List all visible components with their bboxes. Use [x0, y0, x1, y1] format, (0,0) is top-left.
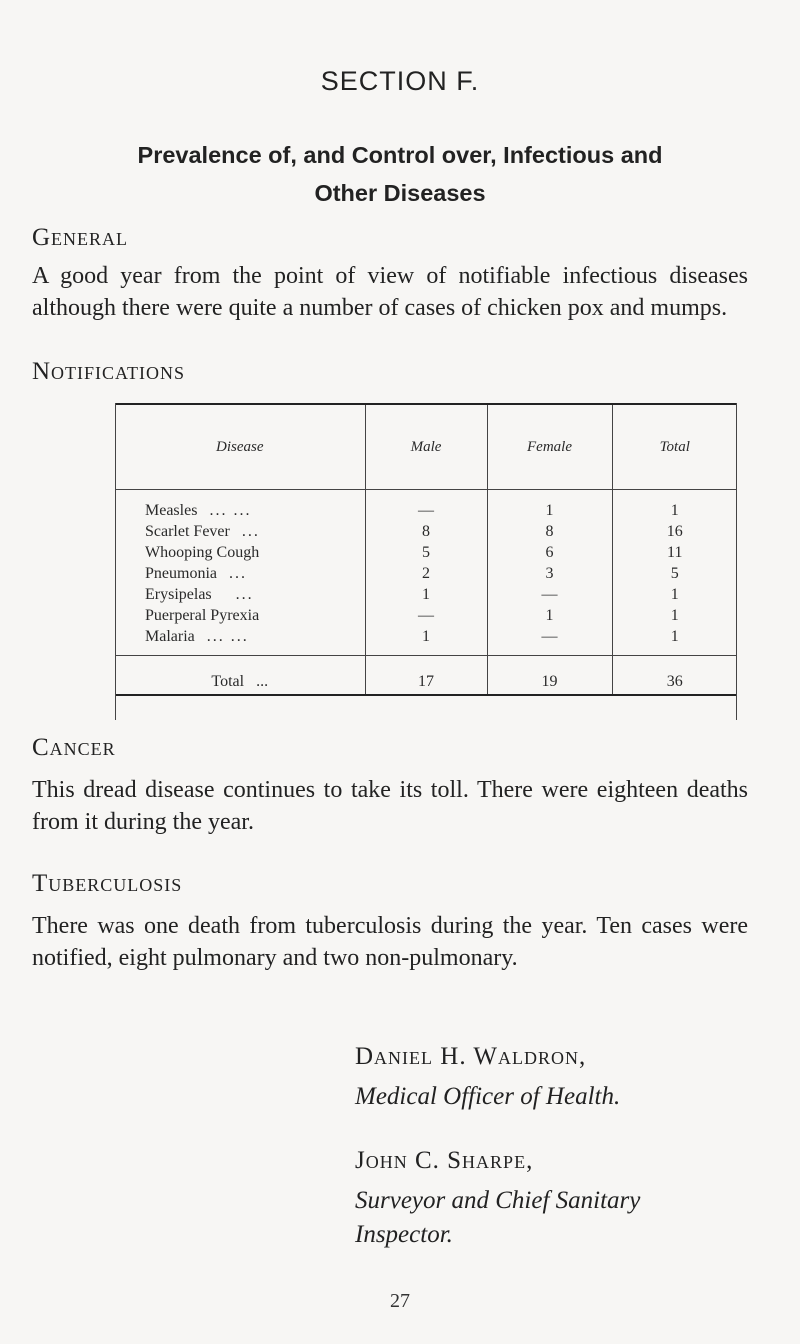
male-cell: 5 [365, 542, 487, 563]
cancer-heading: Cancer [32, 734, 116, 761]
disease-cell: Pneumonia ... [145, 565, 247, 582]
general-heading: General [32, 224, 129, 251]
table-total-row [115, 656, 737, 696]
male-cell: — [365, 605, 487, 626]
total-cell: 11 [612, 542, 737, 563]
table-row [115, 542, 737, 563]
male-cell: — [365, 490, 487, 522]
notifications-table [115, 403, 737, 720]
column-header-male: Male [365, 404, 487, 490]
table-right-rule [736, 403, 737, 720]
column-header-female: Female [487, 404, 612, 490]
total-cell: 1 [612, 605, 737, 626]
signature-block-1 [355, 1040, 620, 1114]
general-paragraph: A good year from the point of view of notifiable infectious diseases although there were quite a number of cases of chicken pox and mumps. [32, 263, 748, 321]
signatory-name: Daniel H. Waldron, [355, 1043, 587, 1070]
male-cell: 8 [365, 521, 487, 542]
table-row [115, 521, 737, 542]
cancer-paragraph: This dread disease continues to take its toll. There were eighteen deaths from it during the year. [32, 777, 748, 835]
column-header-disease: Disease [115, 404, 365, 490]
section-title: SECTION F. [320, 66, 480, 96]
tuberculosis-paragraph: There was one death from tuberculosis during the year. Ten cases were notified, eight pulmonary and two non-pulmonary. [32, 913, 748, 971]
signatory-name: John C. Sharpe, [355, 1147, 534, 1174]
total-label-cell: Total ... [115, 656, 365, 696]
page-title-line-2: Other Diseases [314, 180, 486, 206]
table-row [115, 490, 737, 522]
table-row [115, 584, 737, 605]
signature-block-2 [355, 1144, 640, 1252]
table-row [115, 605, 737, 626]
page-title [40, 136, 760, 212]
grand-total-cell: 36 [612, 656, 737, 696]
disease-cell: Puerperal Pyrexia [145, 607, 260, 624]
signatory-title-line-2: Inspector. [355, 1221, 453, 1248]
male-cell: 1 [365, 626, 487, 656]
male-cell: 2 [365, 563, 487, 584]
table-row [115, 563, 737, 584]
female-cell: — [487, 626, 612, 656]
page-number: 27 [390, 1290, 410, 1312]
page-title-line-1: Prevalence of, and Control over, Infectious and [137, 142, 663, 168]
female-cell: 8 [487, 521, 612, 542]
table-left-rule [115, 403, 116, 720]
total-cell: 1 [612, 490, 737, 522]
total-cell: 16 [612, 521, 737, 542]
total-cell: 1 [612, 626, 737, 656]
female-cell: 1 [487, 490, 612, 522]
female-cell: — [487, 584, 612, 605]
total-male-cell: 17 [365, 656, 487, 696]
disease-cell: Malaria ... ... [145, 628, 249, 645]
female-cell: 3 [487, 563, 612, 584]
signatory-title-line-1: Surveyor and Chief Sanitary [355, 1187, 641, 1214]
disease-cell: Whooping Cough [145, 544, 260, 561]
female-cell: 6 [487, 542, 612, 563]
table-row [115, 626, 737, 656]
female-cell: 1 [487, 605, 612, 626]
disease-cell: Measles ... ... [145, 502, 252, 519]
disease-cell: Scarlet Fever ... [145, 523, 260, 540]
tuberculosis-heading: Tuberculosis [32, 870, 183, 897]
total-cell: 1 [612, 584, 737, 605]
table-header-row [115, 404, 737, 490]
signatory-title: Medical Officer of Health. [355, 1083, 621, 1110]
disease-cell: Erysipelas ... [145, 586, 254, 603]
total-cell: 5 [612, 563, 737, 584]
column-header-total: Total [612, 404, 737, 490]
total-female-cell: 19 [487, 656, 612, 696]
male-cell: 1 [365, 584, 487, 605]
notifications-heading: Notifications [32, 358, 186, 385]
